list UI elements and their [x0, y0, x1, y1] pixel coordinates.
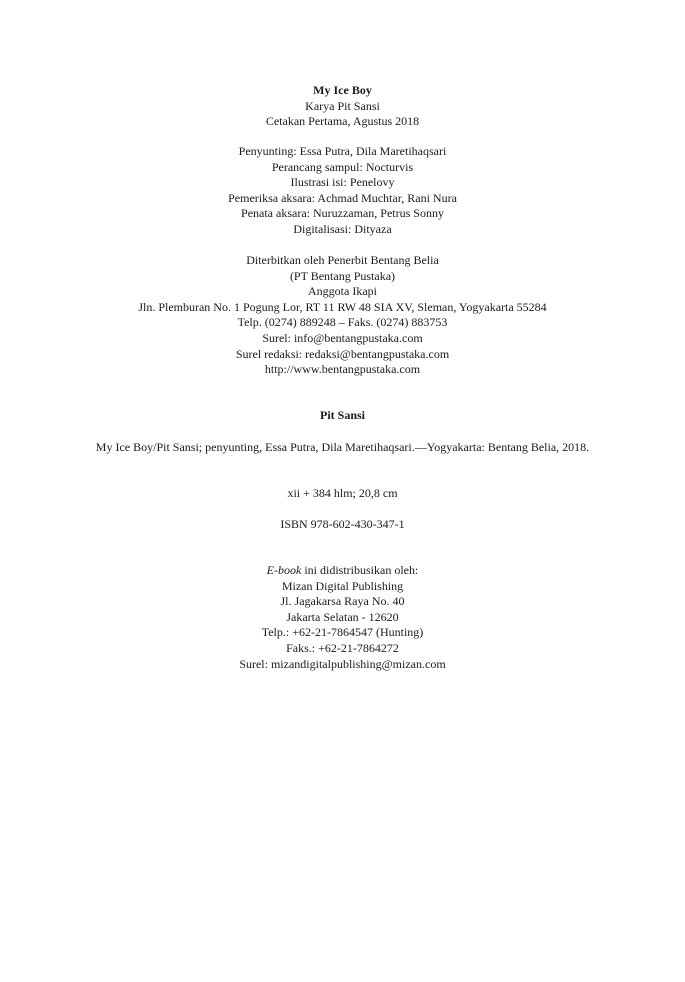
publisher-address: Jln. Plemburan No. 1 Pogung Lor, RT 11 RW 48 SIA XV, Sleman, Yogyakarta 55284 — [138, 299, 547, 314]
distribution-intro-rest: ini didistribusikan oleh: — [301, 563, 419, 577]
cip-isbn-block — [0, 517, 685, 533]
credit-cover-designer: Perancang sampul: Nocturvis — [271, 159, 414, 174]
credit-editor: Penyunting: Essa Putra, Dila Maretihaqsari — [238, 144, 447, 158]
publisher-block — [0, 253, 685, 378]
cip-author-heading-block — [0, 408, 685, 424]
cip-author-heading: Pit Sansi — [319, 408, 365, 422]
cip-pages: xii + 384 hlm; 20,8 cm — [287, 486, 398, 500]
distributor-name: Mizan Digital Publishing — [281, 578, 404, 593]
distributor-email: Surel: mizandigitalpublishing@mizan.com — [239, 656, 446, 671]
title-block — [0, 83, 685, 130]
distributor-fax: Faks.: +62-21-7864272 — [286, 640, 399, 655]
cip-pages-block — [0, 486, 685, 502]
ebook-label: E-book — [266, 563, 302, 577]
credit-typesetter: Penata aksara: Nuruzzaman, Petrus Sonny — [241, 206, 444, 221]
credit-illustrator: Ilustrasi isi: Penelovy — [290, 175, 395, 190]
credits-block — [0, 144, 685, 238]
isbn: ISBN 978-602-430-347-1 — [280, 517, 405, 531]
distribution-intro — [0, 563, 685, 579]
distributor-address: Jl. Jagakarsa Raya No. 40 — [280, 594, 405, 609]
publisher-editorial-email: Surel redaksi: redaksi@bentangpustaka.com — [235, 346, 450, 361]
author-line: Karya Pit Sansi — [305, 98, 380, 113]
publisher-website: http://www.bentangpustaka.com — [264, 362, 421, 377]
distribution-block — [0, 563, 685, 672]
publisher-company: (PT Bentang Pustaka) — [289, 268, 396, 283]
cip-description: My Ice Boy/Pit Sansi; penyunting, Essa Putra, Dila Maretihaqsari.—Yogyakarta: Bentang Belia, 2018. — [95, 440, 590, 454]
publisher-phone: Telp. (0274) 889248 – Faks. (0274) 883753 — [237, 315, 448, 330]
credit-proofreader: Pemeriksa aksara: Achmad Muchtar, Rani Nura — [228, 190, 457, 205]
distributor-phone: Telp.: +62-21-7864547 (Hunting) — [261, 625, 424, 640]
publisher-email: Surel: info@bentangpustaka.com — [262, 330, 423, 345]
book-title: My Ice Boy — [313, 83, 372, 97]
distributor-city: Jakarta Selatan - 12620 — [286, 609, 399, 624]
credit-digitalization: Digitalisasi: Dityaza — [293, 221, 392, 236]
edition-line: Cetakan Pertama, Agustus 2018 — [265, 114, 420, 129]
publisher-name: Diterbitkan oleh Penerbit Bentang Belia — [246, 253, 439, 267]
publisher-membership: Anggota Ikapi — [308, 284, 377, 299]
